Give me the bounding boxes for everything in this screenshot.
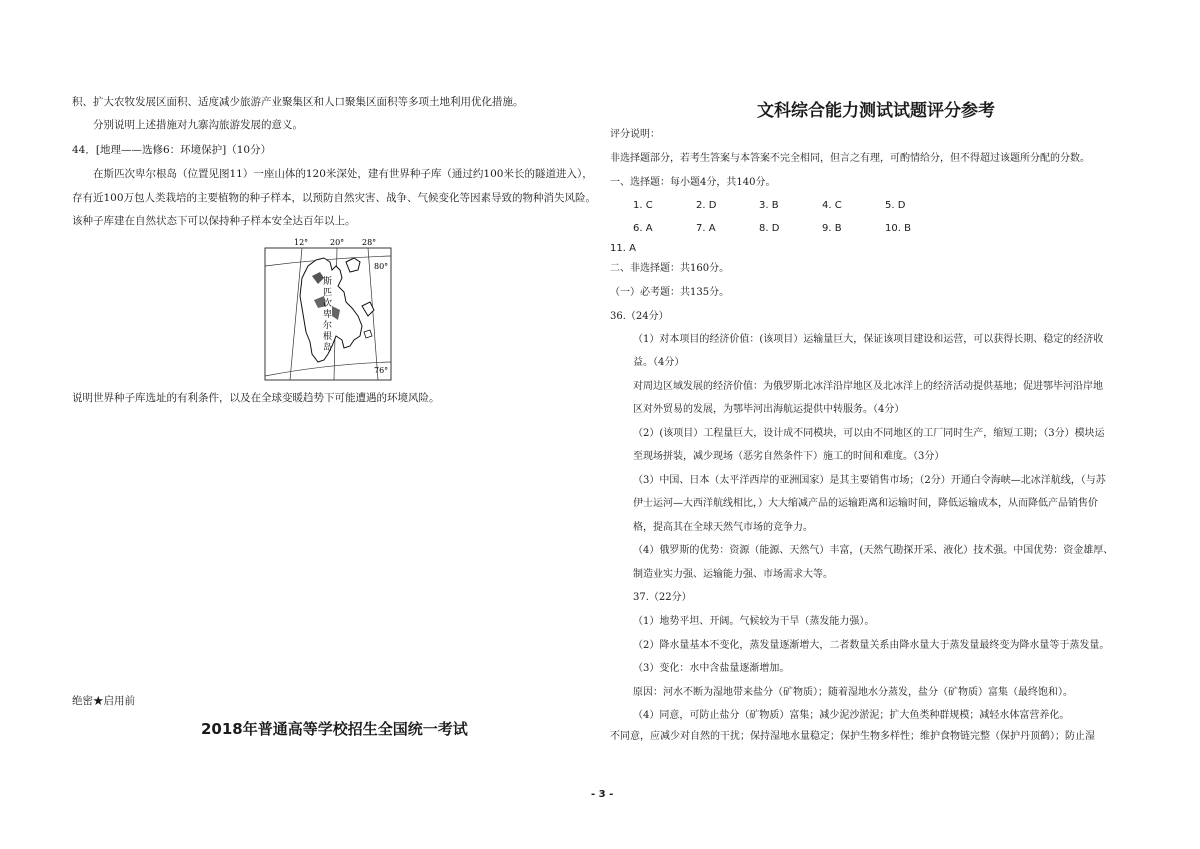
q37-1: （1）地势平坦、开阔。气候较为干旱（蒸发能力强）。 bbox=[633, 616, 875, 627]
q36-1-line3: 对周边区域发展的经济价值：为俄罗斯北冰洋沿岸地区及北冰洋上的经济活动提供基地；促进鄂毕河沿岸地 bbox=[633, 381, 1103, 392]
lat-label-76: 76° bbox=[374, 366, 389, 375]
q44-heading: 44．[地理——选修6：环境保护]（10分） bbox=[72, 144, 272, 156]
svalbard-map bbox=[262, 236, 397, 386]
answer-10: 10. B bbox=[885, 223, 911, 234]
section-1-heading: 一、选择题：每小题4分，共140分。 bbox=[610, 177, 776, 188]
answer-9: 9. B bbox=[822, 223, 842, 234]
q36-3-line1: （3）中国、日本（太平洋西岸的亚洲国家）是其主要销售市场；（2分）开通白令海峡—北冰洋航线，（与苏 bbox=[633, 475, 1106, 486]
note-heading: 评分说明： bbox=[610, 129, 660, 140]
answer-5: 5. D bbox=[885, 200, 906, 211]
q36-3-line2: 伊士运河—大西洋航线相比，）大大缩减产品的运输距离和运输时间，降低运输成本，从而降低产品销售价 bbox=[633, 498, 1098, 509]
island-name-char: 根 bbox=[323, 332, 333, 342]
island-name-label bbox=[323, 275, 332, 353]
island-name-char: 卑 bbox=[323, 310, 333, 320]
island-name-char: 匹 bbox=[323, 288, 333, 298]
answer-1: 1. C bbox=[633, 200, 653, 211]
answer-8: 8. D bbox=[759, 223, 780, 234]
q36-1-line1: （1）对本项目的经济价值：(该项目）运输量巨大，保证该项目建设和运营，可以获得长期、稳定的经济收 bbox=[633, 334, 1104, 345]
answer-3: 3. B bbox=[759, 200, 779, 211]
answer-4: 4. C bbox=[822, 200, 842, 211]
q37-3: （3）变化：水中含盐量逐渐增加。 bbox=[633, 663, 790, 674]
island-name-char: 次 bbox=[323, 299, 333, 309]
q37-4-disagree: 不同意，应减少对自然的干扰；保持湿地水量稳定；保护生物多样性；维护食物链完整（保护丹顶鹤）；防止湿 bbox=[610, 731, 1095, 742]
q36-1-line2: 益。（4分） bbox=[633, 357, 685, 368]
q36-4-line1: （4）俄罗斯的优势：资源（能源、天然气）丰富，(天然气勘探开采、液化）技术强。中国优势：资金雄厚、 bbox=[633, 545, 1114, 556]
q36-heading: 36.（24分） bbox=[610, 311, 669, 322]
lon-label-20: 20° bbox=[330, 238, 345, 247]
q37-3-reason: 原因：河水不断为湿地带来盐分（矿物质）；随着湿地水分蒸发，盐分（矿物质）富集（最终饱和）。 bbox=[633, 687, 1073, 698]
small-island bbox=[364, 330, 372, 338]
q36-4-line2: 制造业实力强、运输能力强、市场需求大等。 bbox=[633, 569, 833, 580]
q37-2: （2）降水量基本不变化，蒸发量逐渐增大，二者数量关系由降水量大于蒸发量最终变为降水量等于蒸发量。 bbox=[633, 640, 1110, 651]
section-2-heading: 二、非选择题：共160分。 bbox=[610, 263, 730, 274]
q44-para-line1: 在斯匹次卑尔根岛（位置见图11）一座山体的120米深处，建有世界种子库（通过约100米长的隧道进入）， bbox=[93, 168, 593, 180]
q44-para-line3: 该种子库建在自然状态下可以保持种子样本安全达百年以上。 bbox=[72, 215, 356, 227]
island-name-char: 尔 bbox=[323, 321, 333, 331]
q36-2-line2: 至现场拼装，减少现场（恶劣自然条件下）施工的时间和难度。（3分） bbox=[633, 451, 945, 462]
secret-mark: 绝密★启用前 bbox=[72, 695, 135, 707]
scoring-title: 文科综合能力测试试题评分参考 bbox=[757, 101, 995, 121]
q37-heading: 37.（22分） bbox=[633, 592, 692, 603]
q44-para-line2: 存有近100万包人类栽培的主要植物的种子样本，以预防自然灾害、战争、气候变化等因素导致的物种消失风险。 bbox=[72, 192, 597, 204]
q37-4-agree: （4）同意，可防止盐分（矿物质）富集；减少泥沙淤泥；扩大鱼类种群规模；减轻水体富营养化。 bbox=[633, 710, 1070, 721]
note-body: 非选择题部分，若考生答案与本答案不完全相同，但言之有理，可酌情给分，但不得超过该题所分配的分数。 bbox=[610, 153, 1090, 164]
lon-label-28: 28° bbox=[362, 238, 377, 247]
page-number: - 3 - bbox=[591, 789, 614, 800]
exam-title: 2018年普通高等学校招生全国统一考试 bbox=[201, 720, 468, 738]
answer-11: 11. A bbox=[610, 243, 636, 254]
answer-2: 2. D bbox=[696, 200, 717, 211]
q36-1-line4: 区对外贸易的发展，为鄂毕河出海航运提供中转服务。（4分） bbox=[633, 404, 905, 415]
lat-label-80: 80° bbox=[374, 262, 389, 271]
lon-label-12: 12° bbox=[294, 238, 309, 247]
q44-question: 说明世界种子库选址的有利条件，以及在全球变暖趋势下可能遭遇的环境风险。 bbox=[72, 392, 440, 404]
island-name-char: 斯 bbox=[323, 277, 333, 287]
section-2a-heading: （一）必考题：共135分。 bbox=[610, 287, 730, 298]
q36-2-line1: （2）(该项目）工程量巨大，设计成不同模块，可以由不同地区的工厂同时生产，缩短工期；（3分）模块运 bbox=[633, 428, 1105, 439]
island-name-char: 岛 bbox=[323, 343, 333, 353]
answer-6: 6. A bbox=[633, 223, 653, 234]
answer-7: 7. A bbox=[696, 223, 716, 234]
q36-3-line3: 格，提高其在全球天然气市场的竞争力。 bbox=[633, 522, 813, 533]
left-line1: 积、扩大农牧发展区面积、适度减少旅游产业聚集区和人口聚集区面积等多项土地利用优化措施。 bbox=[72, 96, 524, 108]
left-line2: 分别说明上述措施对九寨沟旅游发展的意义。 bbox=[93, 119, 303, 131]
